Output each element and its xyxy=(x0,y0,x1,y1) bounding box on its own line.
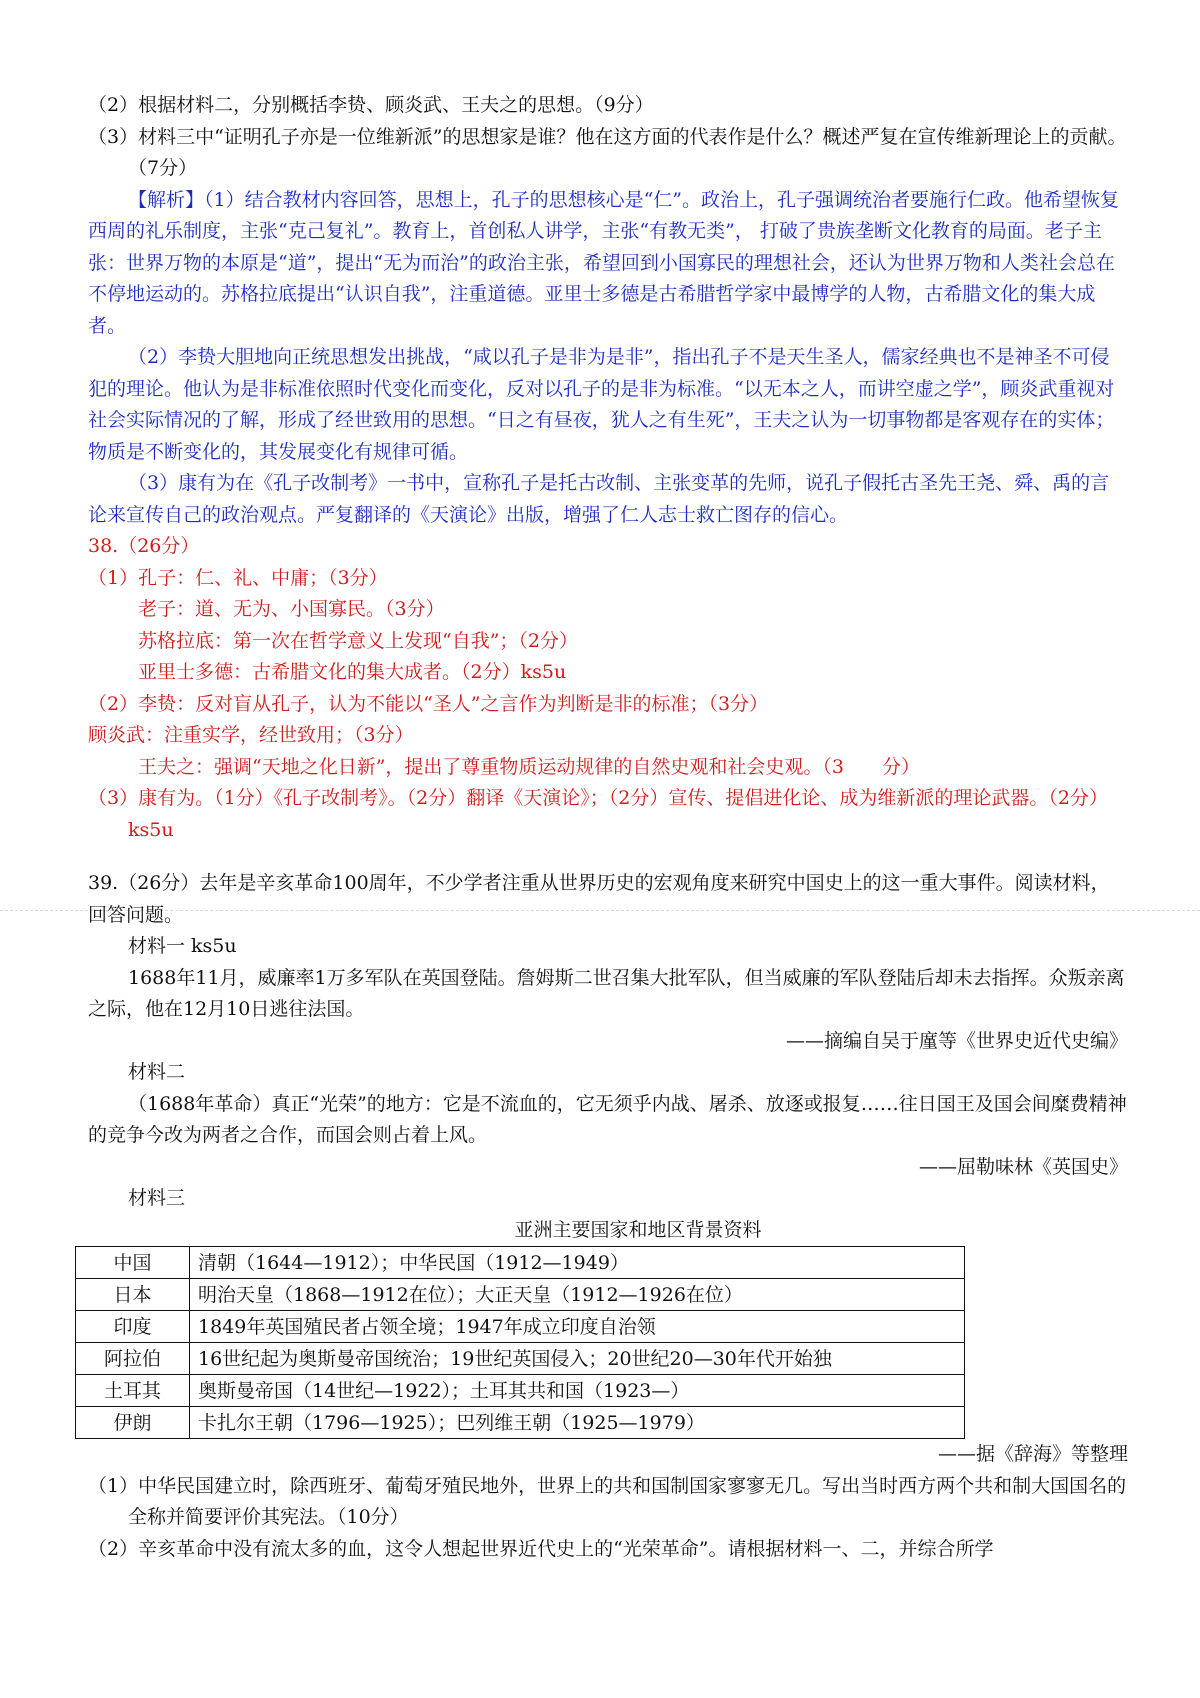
table-cell-info: 清朝（1644—1912）；中华民国（1912—1949） xyxy=(190,1247,965,1279)
table-cell-country: 土耳其 xyxy=(76,1375,190,1407)
table-row xyxy=(76,1407,965,1439)
table-row xyxy=(76,1311,965,1343)
spacer xyxy=(88,846,1128,868)
q39-part1: （1）中华民国建立时，除西班牙、葡萄牙殖民地外，世界上的共和国制国家寥寥无几。写出当时西方两个共和制大国国名的全称并简要评价其宪法。（10分） xyxy=(88,1474,1127,1528)
table-cell-info: 奥斯曼帝国（14世纪—1922）；土耳其共和国（1923—） xyxy=(190,1375,965,1407)
background-table xyxy=(75,1246,965,1439)
table-cell-country: 阿拉伯 xyxy=(76,1343,190,1375)
q38-answer-2b: 顾炎武：注重实学，经世致用；（3分） xyxy=(88,724,414,746)
table-cell-country: 日本 xyxy=(76,1279,190,1311)
q37-part2: （2）根据材料二，分别概括李贽、顾炎武、王夫之的思想。（9分） xyxy=(88,94,654,116)
material-2-source: ——屈勒味林《英国史》 xyxy=(918,1155,1128,1178)
q38-heading: 38.（26分） xyxy=(88,535,200,557)
table-cell-info: 卡扎尔王朝（1796—1925）；巴列维王朝（1925—1979） xyxy=(190,1407,965,1439)
q38-answer-1: （1）孔子：仁、礼、中庸；（3分） xyxy=(88,566,388,589)
q37-part3: （3）材料三中“证明孔子亦是一位维新派”的思想家是谁？他在这方面的代表作是什么？概述严复在宣传维新理论上的贡献。（7分） xyxy=(88,125,1127,179)
q38-answer-1b: 老子：道、无为、小国寡民。（3分） xyxy=(138,598,445,620)
q38-answer-2: （2）李贽：反对盲从孔子，认为不能以“圣人”之言作为判断是非的标准；（3分） xyxy=(88,692,769,715)
table-cell-country: 中国 xyxy=(76,1247,190,1279)
table-row xyxy=(76,1375,965,1407)
table-cell-info: 16世纪起为奥斯曼帝国统治；19世纪英国侵入；20世纪20—30年代开始独 xyxy=(190,1343,965,1375)
analysis-para-3: （3）康有为在《孔子改制考》一书中，宣称孔子是托古改制、主张变革的先师，说孔子假托古圣先王尧、舜、禹的言论来宣传自己的政治观点。严复翻译的《天演论》出版，增强了仁人志士救亡图存的信心。 xyxy=(88,472,1110,526)
table-row xyxy=(76,1343,965,1375)
table-cell-info: 1849年英国殖民者占领全境；1947年成立印度自治领 xyxy=(190,1311,965,1343)
material-2-title: 材料二 xyxy=(128,1061,186,1083)
table-cell-country: 印度 xyxy=(76,1311,190,1343)
q39-part2: （2）辛亥革命中没有流太多的血，这令人想起世界近代史上的“光荣革命”。请根据材料一、二，并综合所学 xyxy=(88,1537,994,1560)
table-caption: 亚洲主要国家和地区背景资料 xyxy=(514,1218,762,1241)
table-source: ——据《辞海》等整理 xyxy=(937,1443,1128,1465)
q38-answer-1c: 苏格拉底：第一次在哲学意义上发现“自我”；（2分） xyxy=(138,629,579,652)
analysis-para-1: 【解析】（1）结合教材内容回答，思想上，孔子的思想核心是“仁”。政治上，孔子强调统治者要施行仁政。他希望恢复西周的礼乐制度，主张“克己复礼”。教育上，首创私人讲学，主张“有教无类”， 打破了贵族垄断文化教育的局面。老子主张：世界万物的本原是“道”，提出“无为而治”的政治主张，希望回到小国寡民的理想社会，还认为世界万物和人类社会总在不停地运动的。苏格拉底提出“认识自我”，注重道德。亚里士多德是古希腊哲学家中最博学的人物，古希腊文化的集大成者。 xyxy=(88,188,1120,337)
analysis-para-2: （2）李贽大胆地向正统思想发出挑战，“咸以孔子是非为是非”，指出孔子不是天生圣人，儒家经典也不是神圣不可侵犯的理论。他认为是非标准依照时代变化而变化，反对以孔子的是非为标准。“以无本之人，而讲空虚之学”，顾炎武重视对社会实际情况的了解，形成了经世致用的思想。“日之有昼夜，犹人之有生死”，王夫之认为一切事物都是客观存在的实体；物质是不断变化的，其发展变化有规律可循。 xyxy=(88,346,1115,463)
material-1-text: 1688年11月，威廉率1万多军队在英国登陆。詹姆斯二世召集大批军队，但当威廉的军队登陆后却未去指挥。众叛亲离之际，他在12月10日逃往法国。 xyxy=(88,966,1125,1020)
table-row xyxy=(76,1279,965,1311)
material-3-title: 材料三 xyxy=(128,1187,186,1209)
table-cell-info: 明治天皇（1868—1912在位）；大正天皇（1912—1926在位） xyxy=(190,1279,965,1311)
table-cell-country: 伊朗 xyxy=(76,1407,190,1439)
q38-answer-2c: 王夫之：强调“天地之化日新”，提出了尊重物质运动规律的自然史观和社会史观。（3 分） xyxy=(138,755,921,778)
material-2-text: （1688年革命）真正“光荣”的地方：它是不流血的，它无须乎内战、屠杀、放逐或报复……往日国王及国会间糜费精神的竞争今改为两者之合作，而国会则占着上风。 xyxy=(88,1092,1127,1146)
material-1-source: ——摘编自吴于廑等《世界史近代史编》 xyxy=(785,1029,1128,1052)
material-1-title: 材料一 ks5u xyxy=(128,935,237,957)
q38-answer-3: （3）康有为。（1分）《孔子改制考》。（2分）翻译《天演论》；（2分）宣传、提倡进化论、成为维新派的理论武器。（2分）ks5u xyxy=(88,787,1108,841)
table-row xyxy=(76,1247,965,1279)
q39-intro: 39.（26分）去年是辛亥革命100周年，不少学者注重从世界历史的宏观角度来研究中国史上的这一重大事件。阅读材料，回答问题。 xyxy=(88,872,1110,926)
q38-answer-1d: 亚里士多德：古希腊文化的集大成者。（2分）ks5u xyxy=(138,661,567,683)
exam-page xyxy=(88,90,1128,1565)
